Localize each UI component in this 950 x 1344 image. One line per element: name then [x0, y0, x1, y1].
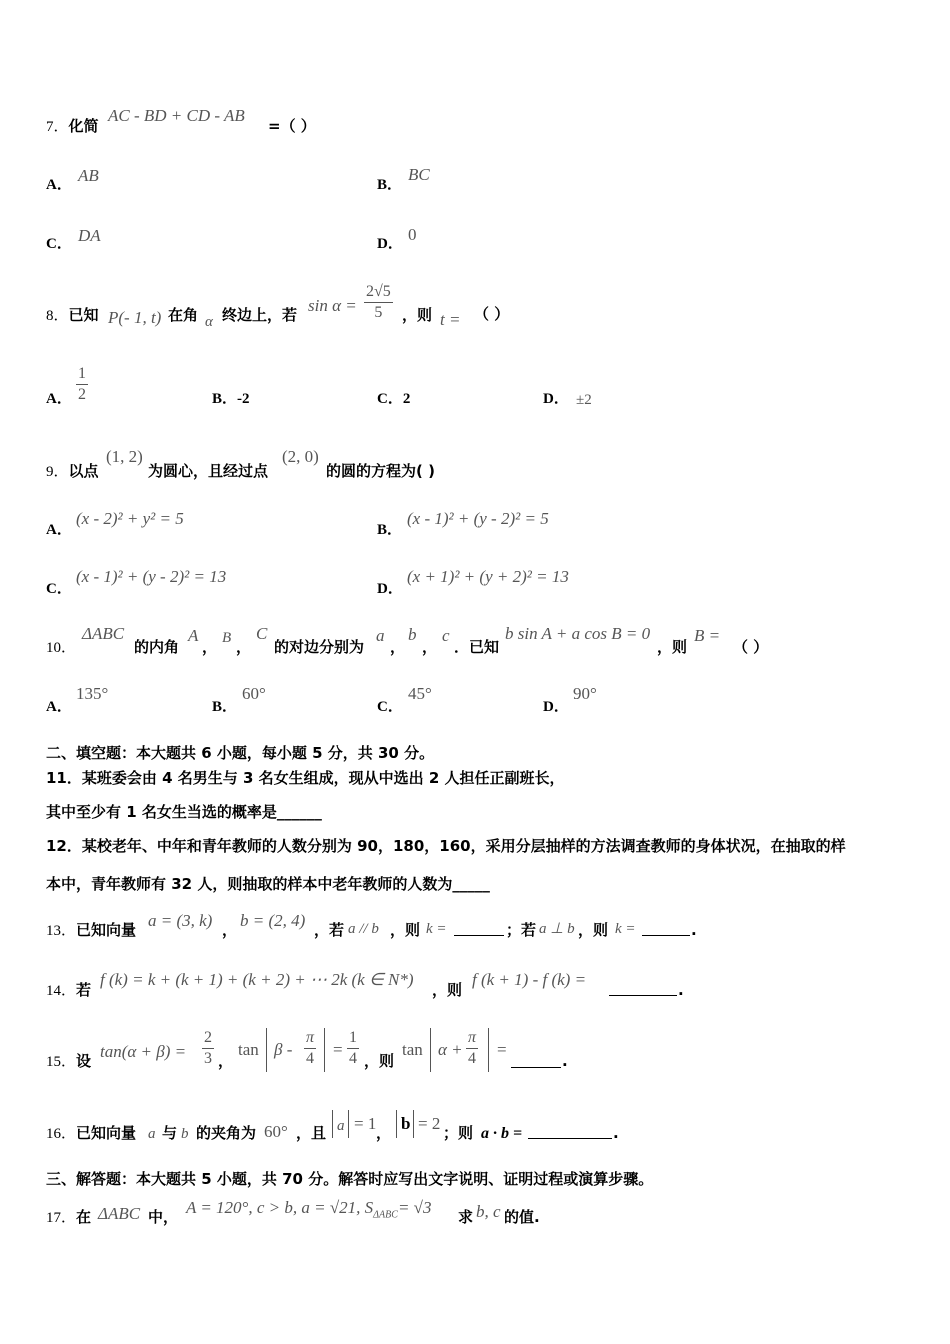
- q13-comma: ，: [222, 921, 238, 939]
- q10-comma-3: ，: [390, 638, 406, 656]
- q15-tan3-inner: α +: [438, 1040, 463, 1059]
- q15-number: 15．: [46, 1054, 77, 1070]
- q17-subscript: ΔABC: [373, 1209, 398, 1221]
- q11-line-2: 其中至少有 1 名女生当选的概率是______: [46, 803, 322, 821]
- q13-perpendicular: a ⊥ b: [539, 921, 575, 937]
- q8-alpha: α: [205, 314, 213, 330]
- q13-t2: ，则: [390, 921, 421, 939]
- q7-option-a-label: A．: [46, 177, 72, 193]
- q13-parallel: a // b: [348, 921, 379, 937]
- q12-line-1: 12．某校老年、中年和青年教师的人数分别为 90，180，160，采用分层抽样的方法调查教师的身体状况，在抽取的样: [46, 837, 846, 855]
- q9-option-c-value: (x - 1)² + (y - 2)² = 13: [76, 567, 227, 586]
- q10-angle-a: A: [188, 626, 199, 645]
- q7-option-b-value: BC: [408, 165, 430, 184]
- q15-f1-num: 2: [202, 1028, 214, 1049]
- q15-pi-fraction-2: [466, 1028, 478, 1069]
- q8-stem: [46, 306, 99, 325]
- q7-option-c-value: DA: [78, 226, 101, 245]
- q16-vector-a: a: [148, 1126, 156, 1142]
- q15-four-1: 4: [306, 1050, 314, 1067]
- q10-t3: ．已知: [454, 638, 500, 656]
- q15-eq2: =: [333, 1040, 343, 1059]
- q16-angle: 60°: [264, 1122, 288, 1141]
- q15-paren-left-1: [266, 1028, 267, 1072]
- q16-abs-b-left: [396, 1110, 397, 1138]
- section-3-heading: 三、解答题：本大题共 5 小题，共 70 分。解答时应写出文字说明、证明过程或演算步骤。: [46, 1170, 654, 1188]
- q8-t-expr: t =: [440, 310, 461, 329]
- q16-t3: ，且: [296, 1124, 327, 1142]
- q17-t2: 求: [458, 1208, 474, 1226]
- q8-frac-num: 2√5: [364, 282, 393, 303]
- q16-stem: [46, 1124, 136, 1143]
- q17-triangle: ΔABC: [98, 1204, 141, 1223]
- q17-stem: [46, 1208, 91, 1227]
- q10-comma-4: ，: [422, 638, 438, 656]
- q17-post: 的值.: [504, 1208, 540, 1226]
- q10-triangle: ΔABC: [82, 624, 125, 643]
- q10-option-b-value: 60°: [242, 684, 266, 703]
- q15-four-2: 4: [468, 1050, 476, 1067]
- q10-number-text: 10．: [46, 640, 77, 656]
- q13-t1: ，若: [314, 921, 345, 939]
- q9-option-b-value: (x - 1)² + (y - 2)² = 5: [407, 509, 549, 528]
- q13-end: .: [691, 921, 697, 939]
- q13-number: 13．: [46, 923, 77, 939]
- q10-post: （ ）: [733, 638, 769, 656]
- q9-mid: 为圆心，且经过点: [148, 462, 269, 480]
- q9-option-a-label: A．: [46, 522, 72, 538]
- q10-option-c-label: C．: [377, 699, 403, 715]
- q8-option-b: [212, 390, 250, 408]
- q8-option-b-value: -2: [237, 391, 250, 407]
- q11-line-1: 11．某班委会由 4 名男生与 3 名女生组成，现从中选出 2 人担任正副班长，: [46, 769, 565, 787]
- q10-t2: 的对边分别为: [274, 638, 365, 656]
- q16-abs-a-right: [348, 1110, 349, 1138]
- q13-vector-b: b = (2, 4): [240, 911, 306, 930]
- q16-pre: 已知向量: [76, 1124, 137, 1142]
- q14-number: 14．: [46, 983, 77, 999]
- q13-t3: ；若: [506, 921, 537, 939]
- q9-option-c-label: C．: [46, 581, 72, 597]
- q10-option-d-label: D．: [543, 699, 569, 715]
- q8-option-c-value: 2: [402, 391, 411, 407]
- q16-abs-a: a: [337, 1118, 345, 1134]
- q8-mid3: ，则: [402, 306, 433, 324]
- q10-option-d-value: 90°: [573, 684, 597, 703]
- q8-number: 8．: [46, 308, 69, 324]
- q17-pre: 在: [76, 1208, 92, 1226]
- q8-mid1: 在角: [168, 306, 199, 324]
- q17-number: 17．: [46, 1210, 77, 1226]
- q8-option-c-label: C．: [377, 391, 403, 407]
- q15-pre: 设: [76, 1052, 92, 1070]
- q9-option-a-value: (x - 2)² + y² = 5: [76, 509, 184, 528]
- q13-blank-1[interactable]: [454, 921, 504, 936]
- q9-stem: [46, 462, 99, 481]
- q16-abs-b: b: [401, 1114, 411, 1133]
- q16-t5: ；则: [443, 1124, 474, 1142]
- section-2-heading: 二、填空题：本大题共 6 小题，每小题 5 分，共 30 分。: [46, 744, 435, 762]
- q17-condition: [186, 1198, 432, 1225]
- q13-k1: k =: [426, 921, 447, 937]
- q16-blank[interactable]: [528, 1124, 612, 1139]
- q15-stem: [46, 1052, 91, 1071]
- q14-t1: ，则: [432, 981, 463, 999]
- q15-fraction-1: [202, 1028, 214, 1069]
- q16-t1: 与: [162, 1124, 178, 1142]
- q8-point: P(- 1, t): [108, 308, 162, 327]
- q10-option-b-label: B．: [212, 699, 238, 715]
- q10-option-a-value: 135°: [76, 684, 109, 703]
- q15-fraction-2: [347, 1028, 359, 1069]
- q16-t2: 的夹角为: [196, 1124, 257, 1142]
- q8-option-a-num: 1: [76, 364, 88, 385]
- q13-blank-2[interactable]: [642, 921, 690, 936]
- q15-pi-1: π: [304, 1028, 316, 1049]
- q7-option-c-label: C．: [46, 236, 72, 252]
- q15-blank[interactable]: [511, 1053, 561, 1068]
- q14-stem: [46, 981, 91, 1000]
- q10-angle-b: B: [222, 630, 232, 646]
- q8-option-b-label: B．: [212, 391, 238, 407]
- q7-option-d-value: 0: [408, 225, 417, 244]
- q10-result: B =: [694, 626, 721, 645]
- q10-number: [46, 638, 76, 657]
- q14-definition: f (k) = k + (k + 1) + (k + 2) + ⋯ 2k (k ∈ N*): [100, 970, 414, 989]
- q10-side-b: b: [408, 625, 417, 644]
- q8-option-a-fraction: [76, 364, 88, 405]
- q15-pi-2: π: [466, 1028, 478, 1049]
- q9-number: 9．: [46, 464, 69, 480]
- q16-eq-b: = 2: [418, 1114, 441, 1133]
- q15-paren-right-1: [324, 1028, 325, 1072]
- q10-side-c: c: [442, 626, 450, 645]
- q9-post: 的圆的方程为( ): [326, 462, 435, 480]
- q17-bc: b, c: [476, 1202, 501, 1221]
- q15-comma: ，: [218, 1052, 234, 1070]
- q17-t1: 中，: [148, 1208, 179, 1226]
- q13-pre: 已知向量: [76, 921, 137, 939]
- q9-option-d-value: (x + 1)² + (y + 2)² = 13: [407, 567, 569, 586]
- q9-pass-point: (2, 0): [282, 447, 319, 466]
- q15-f1-den: 3: [204, 1050, 212, 1067]
- q8-sin-lhs: sin α =: [308, 296, 357, 315]
- q9-center-point: (1, 2): [106, 447, 143, 466]
- q15-f2-den: 4: [349, 1050, 357, 1067]
- q8-post: （ ）: [474, 305, 510, 323]
- q8-option-a-den: 2: [78, 386, 86, 403]
- q7-option-d-label: D．: [377, 236, 403, 252]
- q15-tan2-prefix: tan: [238, 1040, 259, 1059]
- q8-option-a-label: A．: [46, 391, 72, 407]
- q16-number: 16．: [46, 1126, 77, 1142]
- q15-paren-left-2: [430, 1028, 431, 1072]
- q8-pre: 已知: [68, 306, 99, 324]
- q10-option-a-label: A．: [46, 699, 72, 715]
- q15-f2-num: 1: [347, 1028, 359, 1049]
- q13-t4: ，则: [578, 921, 609, 939]
- q17-cond-main: A = 120°, c > b, a = √21, S: [186, 1198, 374, 1217]
- q13-vector-a: a = (3, k): [148, 911, 213, 930]
- q7-number: 7．: [46, 119, 69, 135]
- q7-option-a-value: AB: [78, 166, 99, 185]
- q10-comma-1: ，: [202, 638, 218, 656]
- q14-difference: f (k + 1) - f (k) =: [472, 970, 587, 989]
- q14-pre: 若: [76, 981, 92, 999]
- q7-post: =（ ）: [268, 117, 316, 135]
- q7-option-b-label: B．: [377, 177, 403, 193]
- q16-eq-a: = 1: [354, 1114, 377, 1133]
- q15-paren-right-2: [488, 1028, 489, 1072]
- q8-option-d-label: D．: [543, 391, 569, 407]
- q10-equation: b sin A + a cos B = 0: [505, 624, 651, 643]
- q10-side-a: a: [376, 626, 385, 645]
- q10-comma-2: ，: [236, 638, 252, 656]
- q7-stem: [46, 117, 99, 136]
- q16-dot-product: a · b =: [481, 1125, 523, 1142]
- q16-vector-b: b: [181, 1126, 189, 1142]
- q15-end: .: [562, 1052, 568, 1070]
- q10-t1: 的内角: [134, 638, 180, 656]
- q10-t4: ，则: [657, 638, 688, 656]
- q14-end: .: [678, 981, 684, 999]
- q16-t4: ，: [376, 1124, 392, 1142]
- q13-k2: k =: [615, 921, 636, 937]
- q14-blank[interactable]: [609, 981, 677, 996]
- q10-option-c-value: 45°: [408, 684, 432, 703]
- q13-stem: [46, 921, 136, 940]
- q9-option-d-label: D．: [377, 581, 403, 597]
- q7-pre: 化简: [68, 117, 99, 135]
- q9-option-b-label: B．: [377, 522, 403, 538]
- q15-eq3: =: [497, 1040, 507, 1059]
- q16-end: .: [613, 1124, 619, 1142]
- q17-cond-area: = √3: [397, 1198, 432, 1217]
- q8-frac-den: 5: [374, 304, 383, 321]
- q16-abs-b-right: [413, 1110, 414, 1138]
- q7-expression: AC - BD + CD - AB: [108, 106, 245, 125]
- q15-tan2-inner: β -: [274, 1040, 293, 1059]
- q9-pre: 以点: [68, 462, 99, 480]
- q15-tan-sum: tan(α + β) =: [100, 1042, 187, 1061]
- q16-abs-a-left: [332, 1110, 333, 1138]
- q8-option-d-value: ±2: [576, 392, 592, 408]
- q8-option-c: [377, 390, 410, 408]
- q8-fraction: [364, 282, 393, 323]
- q15-pi-fraction-1: [304, 1028, 316, 1069]
- q10-angle-c: C: [256, 624, 268, 643]
- q8-mid2: 终边上，若: [222, 306, 298, 324]
- q15-tan3-prefix: tan: [402, 1040, 423, 1059]
- q12-line-2: 本中，青年教师有 32 人，则抽取的样本中老年教师的人数为_____: [46, 875, 490, 893]
- q15-t1: ，则: [364, 1052, 395, 1070]
